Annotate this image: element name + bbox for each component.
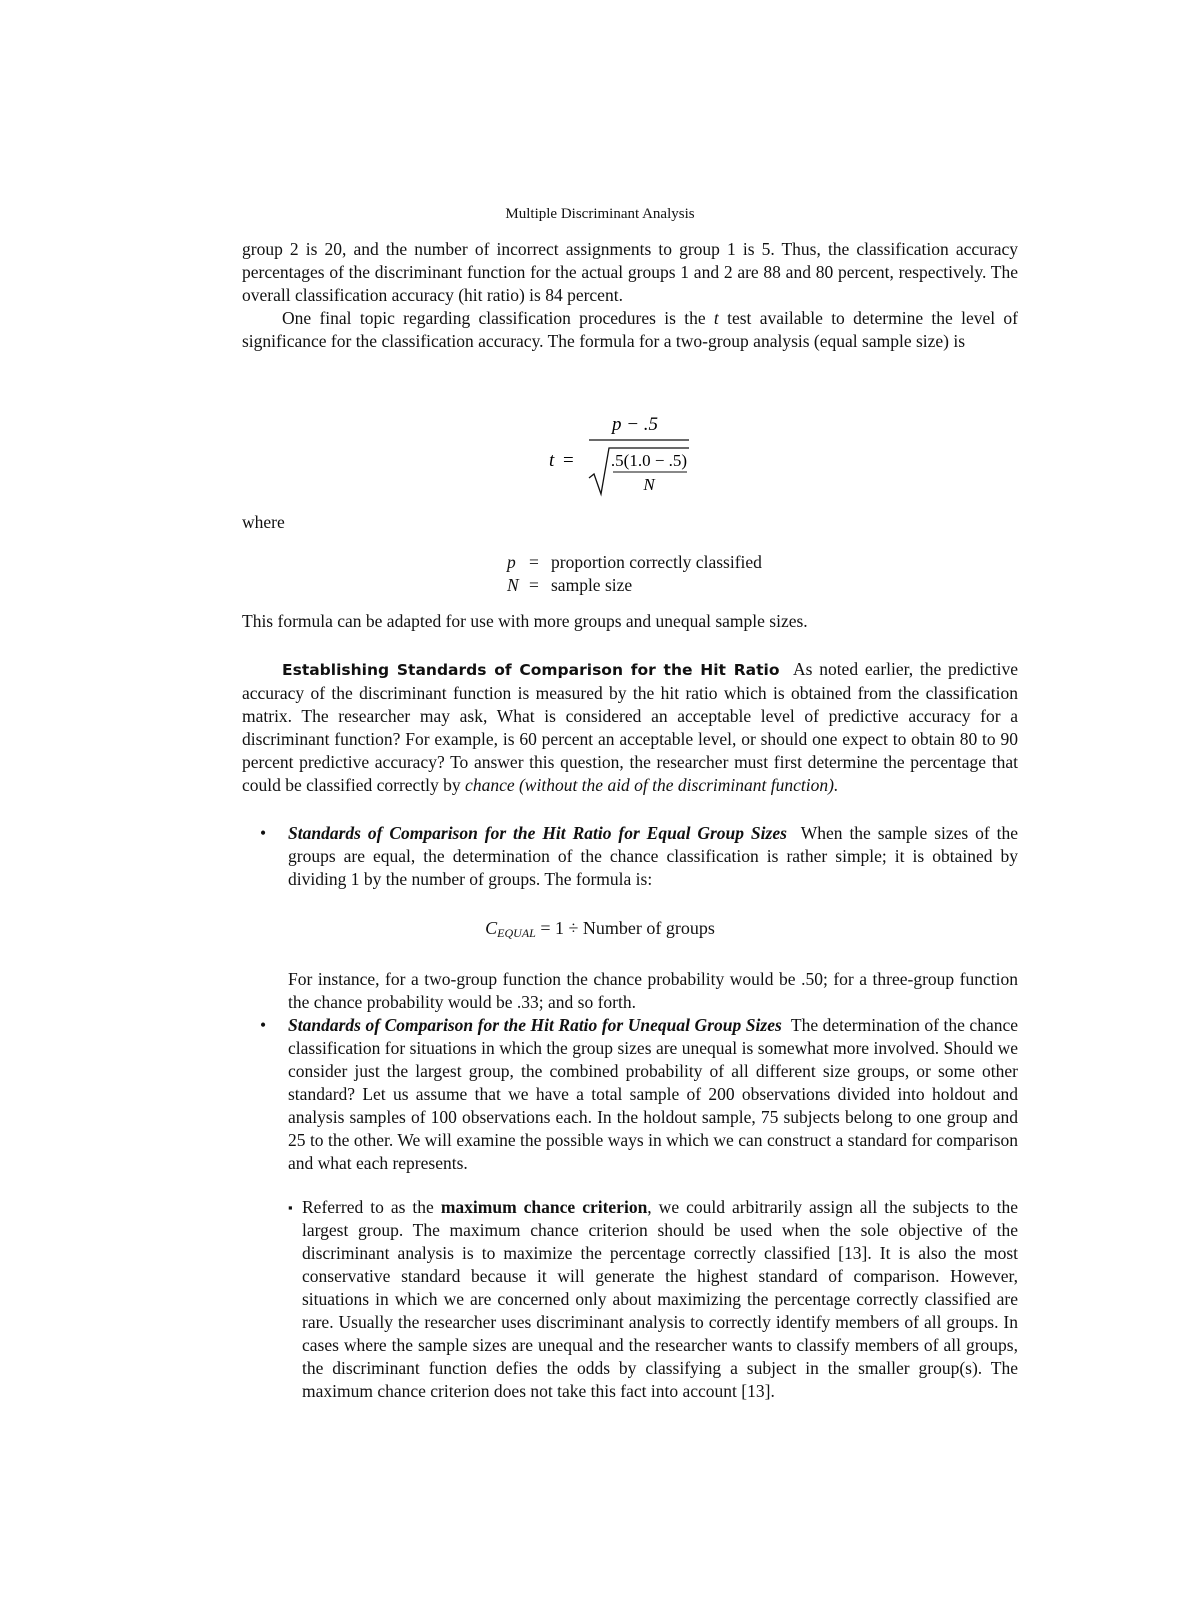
- sub-bullet-maximum-chance: [288, 1196, 1018, 1403]
- bullet-heading: Standards of Comparison for the Hit Ratio for Equal Group Sizes: [288, 823, 787, 843]
- section-heading: Establishing Standards of Comparison for the Hit Ratio: [282, 661, 780, 679]
- bullet-equal-example: [265, 968, 1018, 1014]
- formula-lhs: t: [549, 450, 555, 471]
- formula-equals: =: [563, 450, 574, 471]
- sub-bullet-term: maximum chance criterion: [440, 1197, 648, 1217]
- paragraph-2-text-b: test available to determine the level of significance for the classification accuracy. The formula for a two-group analysis (equal sample size) is: [242, 308, 1018, 351]
- section-text: As noted earlier, the predictive accuracy of the discriminant function is measured by the hit ratio which is obtained from the classification matrix. The researcher may ask, What is considered an acceptable level of predictive accuracy for a discriminant function? For example, is 60 percent an acceptable level, or should one expect to obtain 80 to 90 percent predictive accuracy? To answer this question, the researcher must first determine the percentage that could be classified correctly by: [242, 659, 1019, 795]
- definition-symbol: p: [507, 552, 516, 572]
- definition-n: [507, 574, 762, 597]
- sub-bullet-text: [302, 1196, 1018, 1403]
- formula-graphic: [549, 408, 709, 498]
- definition-equals: =: [529, 552, 539, 572]
- formula-subscript: EQUAL: [497, 926, 536, 940]
- definition-text: sample size: [551, 575, 633, 595]
- paragraph-2: [242, 307, 1018, 353]
- sub-bullet-text-a: Referred to as the: [302, 1197, 441, 1217]
- definition-text: proportion correctly classified: [551, 552, 762, 572]
- chance-equal-formula: [0, 918, 1200, 941]
- section-hit-ratio: [242, 658, 1018, 797]
- where-label: where: [242, 512, 285, 532]
- bullet-text: [288, 1014, 1018, 1175]
- bullet-glyph: •: [260, 1015, 267, 1035]
- bullet-glyph: •: [260, 823, 267, 843]
- definition-p: [507, 551, 762, 574]
- formula-numerator: p − .5: [611, 414, 659, 435]
- section-paragraph: [242, 658, 1018, 797]
- bullet-heading: Standards of Comparison for the Hit Ratio for Unequal Group Sizes: [288, 1015, 782, 1035]
- definition-symbol: N: [507, 575, 519, 595]
- adapt-note: This formula can be adapted for use with more groups and unequal sample sizes.: [242, 611, 808, 631]
- sub-bullet-text-b: , we could arbitrarily assign all the subjects to the largest group. The maximum chance criterion should be used when the sole objective of the discriminant analysis is to maximize the percentage correctly classified [13]. It is also the most conservative standard because it will generate the highest standard of comparison. However, situations in which we are concerned only about maximizing the percentage correctly classified are rare. Usually the researcher uses discriminant analysis to correctly identify members of all groups. In cases where the sample sizes are unequal and the researcher wants to classify members of all groups, the discriminant function defies the odds by classifying a subject in the smaller group(s). The maximum chance criterion does not take this fact into account [13].: [302, 1197, 1018, 1401]
- paragraph-2-text-a: One final topic regarding classification procedures is the: [282, 308, 714, 328]
- radicand-denominator: N: [643, 475, 655, 494]
- bullet-text: [288, 822, 1018, 891]
- formula-c: C: [485, 918, 498, 938]
- radicand-numerator: .5(1.0 − .5): [610, 451, 688, 470]
- bullet-equal-group-sizes: [260, 822, 1019, 891]
- t-test-formula: [549, 408, 709, 498]
- bullet-body: The determination of the chance classification for situations in which the group sizes are unequal is somewhat more involved. Should we consider just the largest group, the combined probability of all different size groups, or some other standard? Let us assume that we have a total sample of 200 observations divided into holdout and analysis samples of 100 observations each. In the holdout sample, 75 subjects belong to one group and 25 to the other. We will examine the possible ways in which we can construct a standard for comparison and what each represents.: [288, 1015, 1019, 1173]
- formula-rest: = 1 ÷ Number of groups: [535, 918, 715, 938]
- sub-bullet-glyph: ▪: [288, 1200, 293, 1215]
- bullet-body: When the sample sizes of the groups are equal, the determination of the chance classification is rather simple; it is obtained by dividing 1 by the number of groups. The formula is:: [288, 823, 1019, 889]
- bullet-unequal-group-sizes: [260, 1014, 1019, 1175]
- running-head: Multiple Discriminant Analysis: [505, 206, 695, 222]
- definitions-list: [507, 551, 762, 597]
- paragraph-1: group 2 is 20, and the number of incorrect assignments to group 1 is 5. Thus, the classification accuracy percentages of the discriminant function for the actual groups 1 and 2 are 88 and 80 percent, respectively. The overall classification accuracy (hit ratio) is 84 percent.: [242, 239, 1018, 305]
- definition-equals: =: [529, 575, 539, 595]
- paragraph-intro: [242, 238, 1018, 353]
- section-emphasis: chance (without the aid of the discriminant function).: [465, 775, 839, 795]
- t-symbol: t: [713, 308, 719, 328]
- bullet-continuation: For instance, for a two-group function the chance probability would be .50; for a three-group function the chance probability would be .33; and so forth.: [288, 969, 1018, 1012]
